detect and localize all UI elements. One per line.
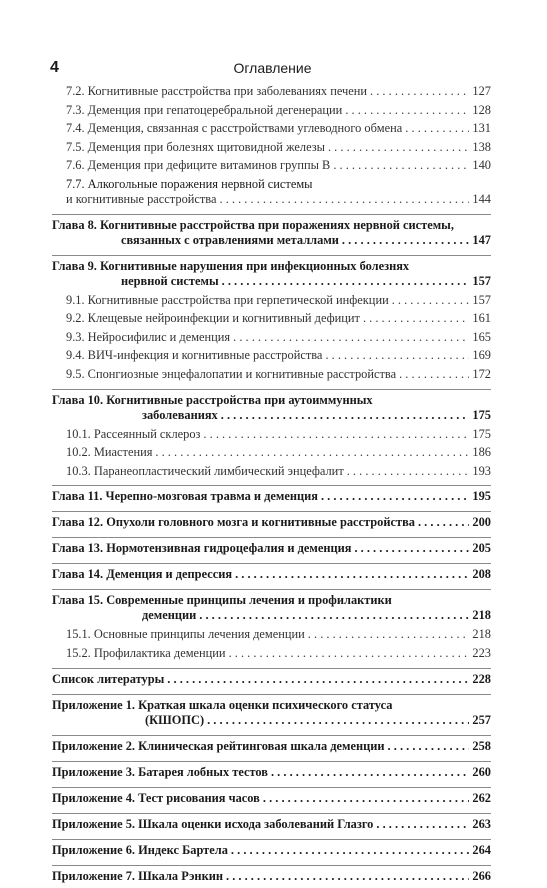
toc-page-number: 228	[472, 671, 491, 686]
toc-chapter-entry[interactable]	[0, 489, 547, 504]
toc-page-number: 200	[472, 515, 491, 530]
toc-section-entry[interactable]	[0, 627, 547, 642]
toc-page-number: 165	[472, 329, 491, 344]
toc-chapter-entry[interactable]	[0, 593, 547, 623]
dot-leader	[229, 646, 470, 661]
toc-entry-title: Глава 14. Деменция и депрессия	[52, 567, 233, 582]
toc-page-number: 208	[472, 567, 491, 582]
toc-page-number: 131	[472, 121, 491, 136]
toc-page-number: 161	[472, 311, 491, 326]
dot-leader	[325, 348, 469, 363]
toc-entry-title: деменции	[142, 608, 197, 623]
dot-leader	[222, 274, 470, 289]
toc-entry-title: Глава 9. Когнитивные нарушения при инфекционных болезнях	[52, 258, 410, 273]
toc-page-number: 262	[472, 790, 491, 805]
toc-section-entry[interactable]	[0, 646, 547, 661]
dot-leader	[333, 158, 469, 173]
toc-section-entry[interactable]	[0, 464, 547, 479]
toc-page-number: 128	[472, 102, 491, 117]
dot-leader	[203, 427, 469, 442]
toc-page-number: 260	[472, 764, 491, 779]
toc-page-number: 147	[472, 232, 491, 247]
dot-leader	[328, 140, 469, 155]
dot-leader	[321, 489, 469, 504]
toc-section-entry[interactable]	[0, 330, 547, 345]
toc-section-entry[interactable]	[0, 103, 547, 118]
dot-leader	[392, 293, 470, 308]
toc-section-entry[interactable]	[0, 311, 547, 326]
toc-entry-title: (КШОПС)	[145, 712, 205, 727]
toc-entry-title: Приложение 6. Индекс Бартела	[52, 842, 228, 857]
toc-section-entry[interactable]	[0, 177, 547, 207]
toc-entry-title: Приложение 1. Краткая шкала оценки психического статуса	[52, 697, 393, 712]
page-header	[50, 59, 495, 81]
toc-entry-title: 9.1. Когнитивные расстройства при герпетической инфекции	[66, 292, 389, 307]
toc-entry-title: 10.3. Паранеопластический лимбический энцефалит	[66, 463, 344, 478]
toc-entry-title: Приложение 7. Шкала Рэнкин	[52, 868, 223, 883]
toc-page-number: 193	[472, 463, 491, 478]
toc-page-number: 218	[472, 608, 491, 623]
toc-entry-title: 7.3. Деменция при гепатоцеребральной дегенерации	[66, 102, 343, 117]
toc-entry-title: нервной системы	[121, 273, 219, 288]
toc-page-number: 175	[472, 407, 491, 422]
toc-chapter-entry[interactable]	[0, 541, 547, 556]
dot-leader	[226, 869, 469, 884]
toc-page-number: 258	[472, 738, 491, 753]
toc-entry-title: 9.3. Нейросифилис и деменция	[66, 329, 231, 344]
dot-leader	[207, 713, 469, 728]
toc-chapter-entry[interactable]	[0, 259, 547, 289]
toc-chapter-entry[interactable]	[0, 515, 547, 530]
dot-leader	[199, 608, 469, 623]
toc-page-number: 264	[472, 842, 491, 857]
toc-page-number: 169	[472, 348, 491, 363]
dot-leader	[231, 843, 469, 858]
toc-entry-title: 7.5. Деменция при болезнях щитовидной железы	[66, 139, 325, 154]
dot-leader	[220, 192, 470, 207]
toc-entry-title: 10.2. Миастения	[66, 445, 153, 460]
toc-section-entry[interactable]	[0, 158, 547, 173]
toc-chapter-entry[interactable]	[0, 218, 547, 248]
toc-entry-title: 9.4. ВИЧ-инфекция и когнитивные расстройства	[66, 348, 323, 363]
toc-chapter-entry[interactable]	[0, 843, 547, 858]
toc-entry-title: 9.5. Спонгиозные энцефалопатии и когнитивные расстройства	[66, 366, 397, 381]
toc-page-number: 186	[472, 445, 491, 460]
toc-chapter-entry[interactable]	[0, 567, 547, 582]
toc-chapter-entry[interactable]	[0, 817, 547, 832]
toc-entry-title: Глава 15. Современные принципы лечения и профилактики	[52, 593, 392, 608]
toc-page-number: 266	[472, 868, 491, 883]
toc-section-entry[interactable]	[0, 84, 547, 99]
toc-entry-title: Глава 12. Опухоли головного мозга и когнитивные расстройства	[52, 515, 415, 530]
dot-leader	[405, 121, 469, 136]
dot-leader	[155, 445, 469, 460]
toc-entry-title: Приложение 2. Клиническая рейтинговая шкала деменции	[52, 738, 385, 753]
toc-entry-title: 9.2. Клещевые нейроинфекции и когнитивный дефицит	[66, 311, 360, 326]
dot-leader	[363, 311, 469, 326]
dot-leader	[233, 330, 469, 345]
dot-leader	[376, 817, 469, 832]
toc-section-entry[interactable]	[0, 140, 547, 155]
toc-entry-title: 7.7. Алкогольные поражения нервной системы	[66, 176, 313, 191]
toc-chapter-entry[interactable]	[0, 765, 547, 780]
toc-page-number: 157	[472, 273, 491, 288]
dot-leader	[345, 103, 469, 118]
toc-chapter-entry[interactable]	[0, 739, 547, 754]
toc-entry-title: Список литературы	[52, 671, 165, 686]
toc-entry-title: Приложение 5. Шкала оценки исхода заболеваний Глазго	[52, 816, 374, 831]
toc-entry-title: 15.2. Профилактика деменции	[66, 645, 226, 660]
toc-page-number: 127	[472, 84, 491, 98]
toc-page-number: 138	[472, 139, 491, 154]
toc-entry-title: и когнитивные расстройства	[66, 191, 217, 206]
toc-page-number: 175	[472, 426, 491, 441]
dot-leader	[235, 567, 469, 582]
toc-chapter-entry[interactable]	[0, 791, 547, 806]
toc-entry-title: заболеваниях	[142, 407, 218, 422]
toc-entry-title: Приложение 4. Тест рисования часов	[52, 790, 260, 805]
toc-entry-title: Глава 10. Когнитивные расстройства при аутоиммунных	[52, 392, 373, 407]
toc-page-number: 140	[472, 158, 491, 173]
toc-page-number: 172	[472, 366, 491, 381]
toc-section-entry[interactable]	[0, 293, 547, 308]
toc-section-entry[interactable]	[0, 367, 547, 382]
dot-leader	[167, 672, 469, 687]
dot-leader	[418, 515, 469, 530]
toc-page-number: 195	[472, 489, 491, 504]
page-number: 4	[50, 59, 59, 76]
dot-leader	[308, 627, 470, 642]
toc-entry-title: Глава 8. Когнитивные расстройства при поражениях нервной системы,	[52, 217, 454, 232]
toc-page-number: 263	[472, 816, 491, 831]
toc-page-number: 257	[472, 712, 491, 727]
toc-entry-title: 15.1. Основные принципы лечения деменции	[66, 627, 305, 642]
dot-leader	[271, 765, 469, 780]
running-title: Оглавление	[233, 60, 312, 76]
dot-leader	[370, 84, 469, 99]
toc-section-entry[interactable]	[0, 348, 547, 363]
toc-chapter-entry[interactable]	[0, 672, 547, 687]
toc-entry-title: 7.6. Деменция при дефиците витаминов группы B	[66, 158, 331, 173]
toc-entry-title: связанных с отравлениями металлами	[121, 232, 339, 247]
toc-section-entry[interactable]	[0, 427, 547, 442]
toc-entry-title: 10.1. Рассеянный склероз	[66, 426, 201, 441]
table-of-contents	[0, 84, 547, 888]
toc-chapter-entry[interactable]	[0, 869, 547, 884]
toc-chapter-entry[interactable]	[0, 393, 547, 423]
toc-entry-title: Приложение 3. Батарея лобных тестов	[52, 764, 268, 779]
dot-leader	[399, 367, 469, 382]
dot-leader	[388, 739, 470, 754]
toc-entry-title: Глава 11. Черепно-мозговая травма и деменция	[52, 489, 318, 504]
toc-entry-title: 7.2. Когнитивные расстройства при заболеваниях печени	[66, 84, 368, 98]
toc-page-number: 144	[472, 191, 491, 206]
dot-leader	[347, 464, 470, 479]
toc-chapter-entry[interactable]	[0, 698, 547, 728]
toc-page-number: 218	[472, 627, 491, 642]
toc-page-number: 223	[472, 645, 491, 660]
toc-entry-title: 7.4. Деменция, связанная с расстройствами углеводного обмена	[66, 121, 403, 136]
toc-page-number: 157	[472, 292, 491, 307]
toc-section-entry[interactable]	[0, 121, 547, 136]
toc-section-entry[interactable]	[0, 445, 547, 460]
dot-leader	[354, 541, 469, 556]
dot-leader	[342, 233, 470, 248]
dot-leader	[221, 408, 470, 423]
toc-page-number: 205	[472, 541, 491, 556]
toc-entry-title: Глава 13. Нормотензивная гидроцефалия и деменция	[52, 541, 352, 556]
dot-leader	[263, 791, 470, 806]
